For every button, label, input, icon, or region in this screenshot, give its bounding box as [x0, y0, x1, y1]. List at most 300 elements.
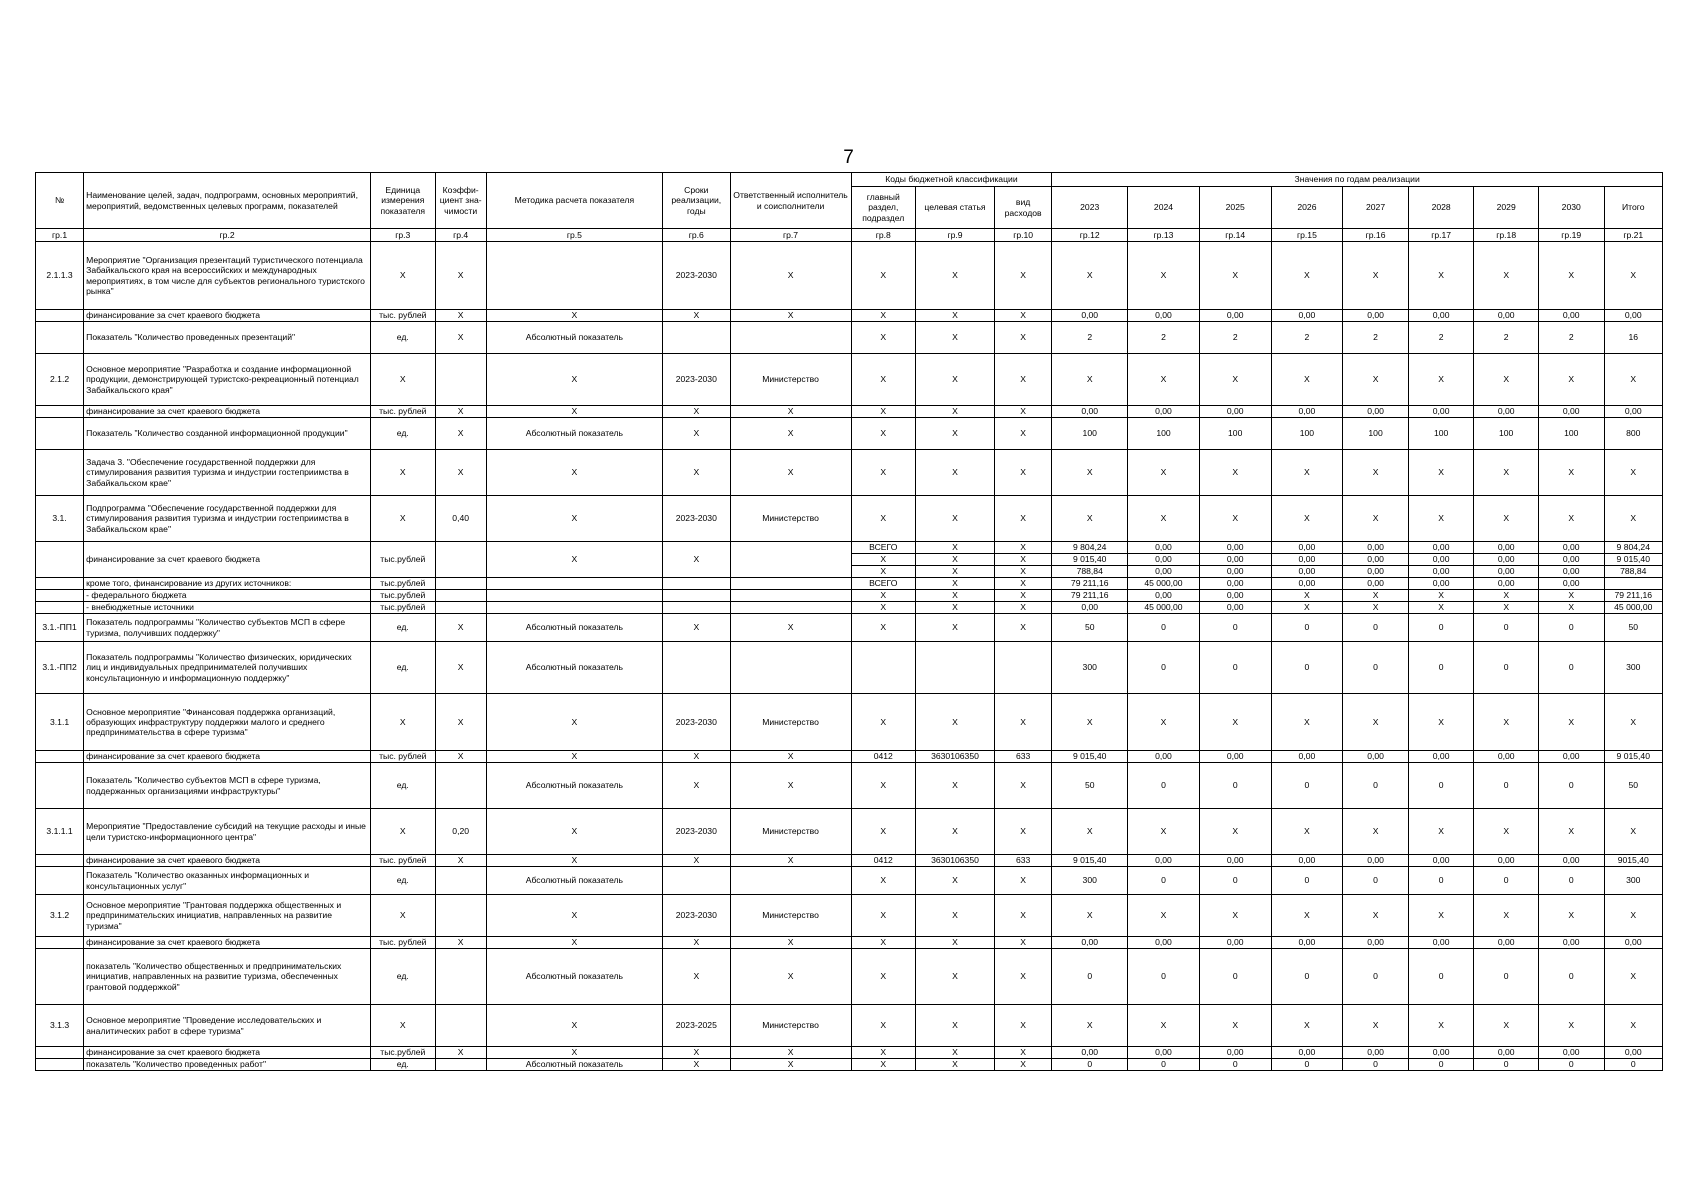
table-cell: [486, 242, 662, 310]
table-cell: 2023-2030: [663, 496, 731, 542]
table-cell: 50: [1604, 614, 1662, 642]
table-cell: [36, 751, 84, 763]
table-cell: X: [1199, 895, 1271, 937]
table-cell: [36, 949, 84, 1005]
table-cell: X: [371, 496, 436, 542]
table-cell: 0: [1199, 949, 1271, 1005]
table-cell: тыс. рублей: [371, 406, 436, 418]
table-cell: X: [994, 578, 1051, 590]
table-cell: X: [1604, 242, 1662, 310]
table-cell: 0,00: [1271, 554, 1343, 566]
table-cell: 3630106350: [916, 751, 995, 763]
table-cell: X: [371, 242, 436, 310]
table-row: [36, 809, 1663, 855]
table-cell: X: [1199, 450, 1271, 496]
table-cell: 0,00: [1128, 937, 1200, 949]
table-cell: 2: [1271, 322, 1343, 354]
table-cell: [435, 763, 486, 809]
table-row: [36, 450, 1663, 496]
table-cell: X: [994, 406, 1051, 418]
table-cell: Министерство: [730, 354, 851, 406]
table-cell: 79 211,16: [1052, 590, 1128, 602]
table-cell: 0,00: [1474, 937, 1539, 949]
table-cell: X: [994, 694, 1051, 751]
table-cell: X: [994, 418, 1051, 450]
table-cell: тыс.рублей: [371, 590, 436, 602]
table-cell: X: [730, 937, 851, 949]
table-cell: [36, 322, 84, 354]
table-cell: X: [1052, 354, 1128, 406]
table-cell: 0: [1474, 614, 1539, 642]
table-cell: - федерального бюджета: [84, 590, 371, 602]
table-cell: X: [851, 602, 916, 614]
table-cell: X: [1343, 496, 1409, 542]
table-cell: X: [1128, 895, 1200, 937]
table-cell: X: [1199, 354, 1271, 406]
table-cell: [730, 867, 851, 895]
table-cell: X: [730, 751, 851, 763]
table-cell: Министерство: [730, 895, 851, 937]
table-cell: X: [1474, 354, 1539, 406]
table-cell: 16: [1604, 322, 1662, 354]
table-cell: 0: [1052, 949, 1128, 1005]
table-cell: X: [851, 406, 916, 418]
table-cell: 0,00: [1199, 855, 1271, 867]
table-cell: X: [994, 763, 1051, 809]
table-cell: 0,00: [1474, 542, 1539, 554]
table-cell: X: [1538, 602, 1604, 614]
table-cell: X: [851, 694, 916, 751]
table-cell: X: [851, 895, 916, 937]
table-cell: 0,00: [1199, 937, 1271, 949]
table-cell: X: [916, 1047, 995, 1059]
table-cell: X: [730, 763, 851, 809]
table-cell: [486, 578, 662, 590]
table-cell: X: [371, 809, 436, 855]
table-cell: X: [851, 354, 916, 406]
table-cell: X: [1408, 590, 1474, 602]
table-cell: Абсолютный показатель: [486, 949, 662, 1005]
table-cell: X: [851, 450, 916, 496]
table-cell: 0,00: [1408, 554, 1474, 566]
table-cell: 0: [1408, 642, 1474, 694]
table-cell: X: [916, 602, 995, 614]
table-cell: 0: [1343, 867, 1409, 895]
table-cell: X: [916, 242, 995, 310]
table-cell: 79 211,16: [1604, 590, 1662, 602]
table-cell: 2: [1128, 322, 1200, 354]
table-cell: X: [663, 855, 731, 867]
table-cell: Показатель подпрограммы "Количество субъектов МСП в сфере туризма, получивших поддержку": [84, 614, 371, 642]
table-cell: X: [994, 450, 1051, 496]
table-cell: 3.1.3: [36, 1005, 84, 1047]
table-cell: X: [435, 855, 486, 867]
column-number-cell: гр.13: [1128, 229, 1200, 242]
table-cell: 100: [1052, 418, 1128, 450]
table-row: [36, 322, 1663, 354]
table-cell: X: [994, 1059, 1051, 1071]
table-cell: ед.: [371, 614, 436, 642]
table-cell: X: [994, 496, 1051, 542]
table-cell: 0,00: [1474, 566, 1539, 578]
table-cell: 0: [1538, 642, 1604, 694]
table-cell: - внебюджетные источники: [84, 602, 371, 614]
table-cell: [36, 937, 84, 949]
table-cell: 0: [1199, 763, 1271, 809]
table-cell: X: [851, 1059, 916, 1071]
table-cell: [486, 590, 662, 602]
page-number: 7: [843, 147, 854, 168]
table-cell: X: [916, 1059, 995, 1071]
table-cell: X: [1474, 895, 1539, 937]
table-cell: X: [730, 242, 851, 310]
column-number-cell: гр.19: [1538, 229, 1604, 242]
table-cell: 0,00: [1128, 310, 1200, 322]
table-cell: [663, 642, 731, 694]
table-cell: 0,00: [1538, 406, 1604, 418]
table-cell: 0: [1538, 949, 1604, 1005]
table-cell: [36, 418, 84, 450]
table-cell: 0,00: [1408, 855, 1474, 867]
table-cell: Основное мероприятие "Разработка и создание информационной продукции, демонстрирующей туристско-рекреационный потенциал Забайкальского края": [84, 354, 371, 406]
table-cell: 0,00: [1052, 937, 1128, 949]
table-cell: 0,00: [1199, 578, 1271, 590]
table-cell: X: [994, 614, 1051, 642]
table-cell: X: [435, 694, 486, 751]
table-cell: [730, 590, 851, 602]
table-cell: X: [994, 554, 1051, 566]
table-cell: 0,00: [1199, 542, 1271, 554]
table-cell: 0,00: [1128, 590, 1200, 602]
table-cell: X: [916, 614, 995, 642]
table-cell: X: [435, 418, 486, 450]
table-cell: X: [994, 949, 1051, 1005]
table-cell: X: [730, 450, 851, 496]
table-cell: [663, 578, 731, 590]
table-cell: 45 000,00: [1604, 602, 1662, 614]
table-cell: Показатель подпрограммы "Количество физических, юридических лиц и индивидуальных предпринимателей получивших консультационную и информационную поддержку": [84, 642, 371, 694]
table-cell: 0,00: [1474, 578, 1539, 590]
table-cell: X: [371, 1005, 436, 1047]
table-cell: X: [1408, 895, 1474, 937]
table-cell: X: [994, 867, 1051, 895]
table-cell: Министерство: [730, 1005, 851, 1047]
table-cell: X: [1199, 242, 1271, 310]
table-cell: 0,00: [1604, 406, 1662, 418]
column-number-cell: гр.14: [1199, 229, 1271, 242]
table-row: [36, 418, 1663, 450]
table-cell: X: [994, 354, 1051, 406]
table-cell: 0,00: [1199, 406, 1271, 418]
table-cell: X: [1199, 496, 1271, 542]
table-cell: 2: [1199, 322, 1271, 354]
table-cell: 0,00: [1199, 1047, 1271, 1059]
table-row: [36, 949, 1663, 1005]
column-number-cell: гр.3: [371, 229, 436, 242]
table-cell: тыс.рублей: [371, 602, 436, 614]
table-cell: 2.1.1.3: [36, 242, 84, 310]
table-cell: ед.: [371, 763, 436, 809]
table-cell: 2: [1052, 322, 1128, 354]
table-cell: X: [1343, 1005, 1409, 1047]
table-cell: X: [916, 496, 995, 542]
table-cell: 800: [1604, 418, 1662, 450]
table-cell: X: [1199, 694, 1271, 751]
table-cell: X: [663, 418, 731, 450]
table-row: [36, 751, 1663, 763]
table-cell: Основное мероприятие "Грантовая поддержка общественных и предпринимательских инициатив, направленных на развитие туризма": [84, 895, 371, 937]
table-cell: X: [916, 310, 995, 322]
header-code-main: главный раздел, подраздел: [851, 187, 916, 229]
table-cell: X: [486, 496, 662, 542]
table-cell: тыс. рублей: [371, 310, 436, 322]
table-cell: 0: [1474, 867, 1539, 895]
table-cell: X: [663, 937, 731, 949]
table-cell: 0: [1408, 763, 1474, 809]
table-row: [36, 642, 1663, 694]
table-cell: 100: [1128, 418, 1200, 450]
table-cell: X: [916, 809, 995, 855]
table-cell: X: [851, 554, 916, 566]
table-cell: 0: [1343, 614, 1409, 642]
table-cell: Министерство: [730, 496, 851, 542]
table-cell: X: [1538, 809, 1604, 855]
table-cell: 300: [1604, 867, 1662, 895]
table-cell: 3.1.-ПП1: [36, 614, 84, 642]
table-cell: X: [851, 763, 916, 809]
table-cell: 0,20: [435, 809, 486, 855]
table-cell: [851, 642, 916, 694]
table-cell: X: [994, 895, 1051, 937]
table-cell: 3.1.-ПП2: [36, 642, 84, 694]
table-cell: 0,00: [1128, 554, 1200, 566]
table-row: [36, 694, 1663, 751]
column-number-row: [36, 229, 1663, 242]
table-cell: X: [1604, 694, 1662, 751]
table-cell: финансирование за счет краевого бюджета: [84, 406, 371, 418]
table-cell: 9 015,40: [1052, 554, 1128, 566]
table-cell: X: [663, 949, 731, 1005]
table-row: [36, 590, 1663, 602]
table-cell: 0: [1604, 1059, 1662, 1071]
table-cell: 2: [1343, 322, 1409, 354]
table-cell: X: [916, 590, 995, 602]
table-row: [36, 354, 1663, 406]
header-year-2023: 2023: [1052, 187, 1128, 229]
table-cell: 0,00: [1271, 751, 1343, 763]
table-cell: Показатель "Количество субъектов МСП в сфере туризма, поддержанных организациями инфраструктуры": [84, 763, 371, 809]
table-cell: 0,40: [435, 496, 486, 542]
header-method: Методика расчета показателя: [486, 173, 662, 229]
table-cell: X: [851, 418, 916, 450]
table-cell: X: [1538, 1005, 1604, 1047]
table-cell: 300: [1604, 642, 1662, 694]
table-cell: X: [994, 809, 1051, 855]
table-cell: X: [486, 694, 662, 751]
table-cell: X: [1128, 694, 1200, 751]
table-cell: X: [916, 354, 995, 406]
table-cell: 0,00: [1199, 554, 1271, 566]
table-cell: [730, 642, 851, 694]
table-cell: 0,00: [1199, 566, 1271, 578]
table-cell: Абсолютный показатель: [486, 642, 662, 694]
table-cell: финансирование за счет краевого бюджета: [84, 937, 371, 949]
header-responsible: Ответственный исполнитель и соисполнители: [730, 173, 851, 229]
table-cell: 0: [1128, 949, 1200, 1005]
table-cell: X: [486, 310, 662, 322]
table-cell: X: [916, 578, 995, 590]
table-cell: 0,00: [1538, 566, 1604, 578]
table-row: [36, 867, 1663, 895]
table-cell: тыс.рублей: [371, 1047, 436, 1059]
table-cell: [435, 1059, 486, 1071]
table-row: [36, 1047, 1663, 1059]
table-cell: 0,00: [1271, 542, 1343, 554]
table-cell: X: [1271, 354, 1343, 406]
table-cell: X: [1128, 1005, 1200, 1047]
table-cell: [36, 855, 84, 867]
table-cell: X: [371, 895, 436, 937]
table-cell: [36, 406, 84, 418]
table-cell: Подпрограмма "Обеспечение государственной поддержки для стимулирования развития туризма и индустрии гостеприимства в Забайкальском крае": [84, 496, 371, 542]
table-cell: Абсолютный показатель: [486, 614, 662, 642]
table-cell: 0,00: [1128, 542, 1200, 554]
table-cell: X: [1052, 242, 1128, 310]
table-cell: X: [1052, 694, 1128, 751]
table-cell: X: [1271, 1005, 1343, 1047]
table-cell: 0,00: [1538, 310, 1604, 322]
table-cell: 0: [1271, 1059, 1343, 1071]
table-cell: 0,00: [1271, 855, 1343, 867]
table-row: [36, 1059, 1663, 1071]
table-cell: 3630106350: [916, 855, 995, 867]
table-cell: X: [851, 949, 916, 1005]
table-cell: 100: [1199, 418, 1271, 450]
table-cell: 2: [1538, 322, 1604, 354]
table-cell: 0: [1199, 614, 1271, 642]
table-cell: 0: [1271, 614, 1343, 642]
header-period: Сроки реализации, годы: [663, 173, 731, 229]
table-cell: X: [916, 450, 995, 496]
table-cell: X: [1271, 496, 1343, 542]
table-cell: 3.1.1.1: [36, 809, 84, 855]
table-cell: X: [435, 937, 486, 949]
table-cell: 0,00: [1271, 1047, 1343, 1059]
table-cell: тыс.рублей: [371, 542, 436, 578]
table-cell: 0: [1128, 1059, 1200, 1071]
table-cell: 0: [1271, 867, 1343, 895]
table-cell: ед.: [371, 949, 436, 1005]
table-cell: 0,00: [1199, 590, 1271, 602]
table-cell: X: [1343, 450, 1409, 496]
table-cell: X: [1538, 590, 1604, 602]
table-cell: Абсолютный показатель: [486, 1059, 662, 1071]
header-year-2026: 2026: [1271, 187, 1343, 229]
table-cell: 0,00: [1538, 937, 1604, 949]
table-cell: 633: [994, 855, 1051, 867]
table-cell: X: [851, 590, 916, 602]
table-cell: 0: [1538, 1059, 1604, 1071]
table-cell: [663, 867, 731, 895]
table-cell: 100: [1474, 418, 1539, 450]
table-cell: 2023-2025: [663, 1005, 731, 1047]
table-cell: 0,00: [1538, 554, 1604, 566]
table-row: [36, 937, 1663, 949]
table-cell: Основное мероприятие "Проведение исследовательских и аналитических работ в сфере туризма": [84, 1005, 371, 1047]
table-cell: 3.1.: [36, 496, 84, 542]
table-cell: X: [1538, 694, 1604, 751]
table-cell: X: [1474, 809, 1539, 855]
table-cell: финансирование за счет краевого бюджета: [84, 855, 371, 867]
table-cell: X: [663, 406, 731, 418]
table-cell: 0: [1408, 1059, 1474, 1071]
table-cell: X: [994, 1047, 1051, 1059]
table-cell: 0: [1343, 763, 1409, 809]
table-cell: X: [994, 310, 1051, 322]
table-cell: Основное мероприятие "Финансовая поддержка организаций, образующих инфраструктуру поддержки малого и среднего предпринимательства в сфере туризма": [84, 694, 371, 751]
table-cell: 0412: [851, 855, 916, 867]
table-cell: 0,00: [1128, 566, 1200, 578]
table-row: [36, 895, 1663, 937]
table-cell: X: [1408, 496, 1474, 542]
table-cell: X: [851, 310, 916, 322]
table-cell: 0: [1538, 763, 1604, 809]
program-indicators-table: [35, 172, 1663, 1071]
table-cell: 0,00: [1052, 310, 1128, 322]
header-year-2029: 2029: [1474, 187, 1539, 229]
column-number-cell: гр.18: [1474, 229, 1539, 242]
table-cell: X: [994, 566, 1051, 578]
table-cell: X: [1538, 450, 1604, 496]
table-cell: X: [730, 418, 851, 450]
table-cell: X: [1474, 1005, 1539, 1047]
table-cell: X: [486, 1005, 662, 1047]
table-cell: Министерство: [730, 809, 851, 855]
table-cell: [730, 322, 851, 354]
table-cell: 0: [1199, 867, 1271, 895]
header-total: Итого: [1604, 187, 1662, 229]
table-cell: Мероприятие "Предоставление субсидий на текущие расходы и иные цели туристско-информационного центра": [84, 809, 371, 855]
table-cell: X: [1408, 602, 1474, 614]
table-cell: 0,00: [1474, 1047, 1539, 1059]
column-number-cell: гр.6: [663, 229, 731, 242]
table-cell: 0,00: [1343, 406, 1409, 418]
table-cell: X: [486, 809, 662, 855]
table-cell: Мероприятие "Организация презентаций туристического потенциала Забайкальского края на всероссийских и международных мероприятиях, в том числе для субъектов регионального туристского рынка": [84, 242, 371, 310]
table-cell: X: [371, 354, 436, 406]
table-cell: X: [663, 1059, 731, 1071]
table-cell: X: [1604, 1005, 1662, 1047]
table-cell: X: [1128, 450, 1200, 496]
table-cell: X: [1128, 242, 1200, 310]
column-number-cell: гр.12: [1052, 229, 1128, 242]
table-cell: 0,00: [1604, 1047, 1662, 1059]
table-cell: тыс. рублей: [371, 751, 436, 763]
header-year-2025: 2025: [1199, 187, 1271, 229]
table-cell: 0: [1271, 763, 1343, 809]
table-cell: ед.: [371, 867, 436, 895]
header-years-group: Значения по годам реализации: [1052, 173, 1663, 187]
table-cell: [435, 895, 486, 937]
table-cell: X: [730, 1047, 851, 1059]
table-cell: X: [1604, 450, 1662, 496]
table-cell: 0,00: [1408, 937, 1474, 949]
table-cell: X: [916, 937, 995, 949]
table-cell: 79 211,16: [1052, 578, 1128, 590]
table-cell: X: [916, 763, 995, 809]
table-cell: 0,00: [1271, 937, 1343, 949]
table-cell: X: [994, 937, 1051, 949]
